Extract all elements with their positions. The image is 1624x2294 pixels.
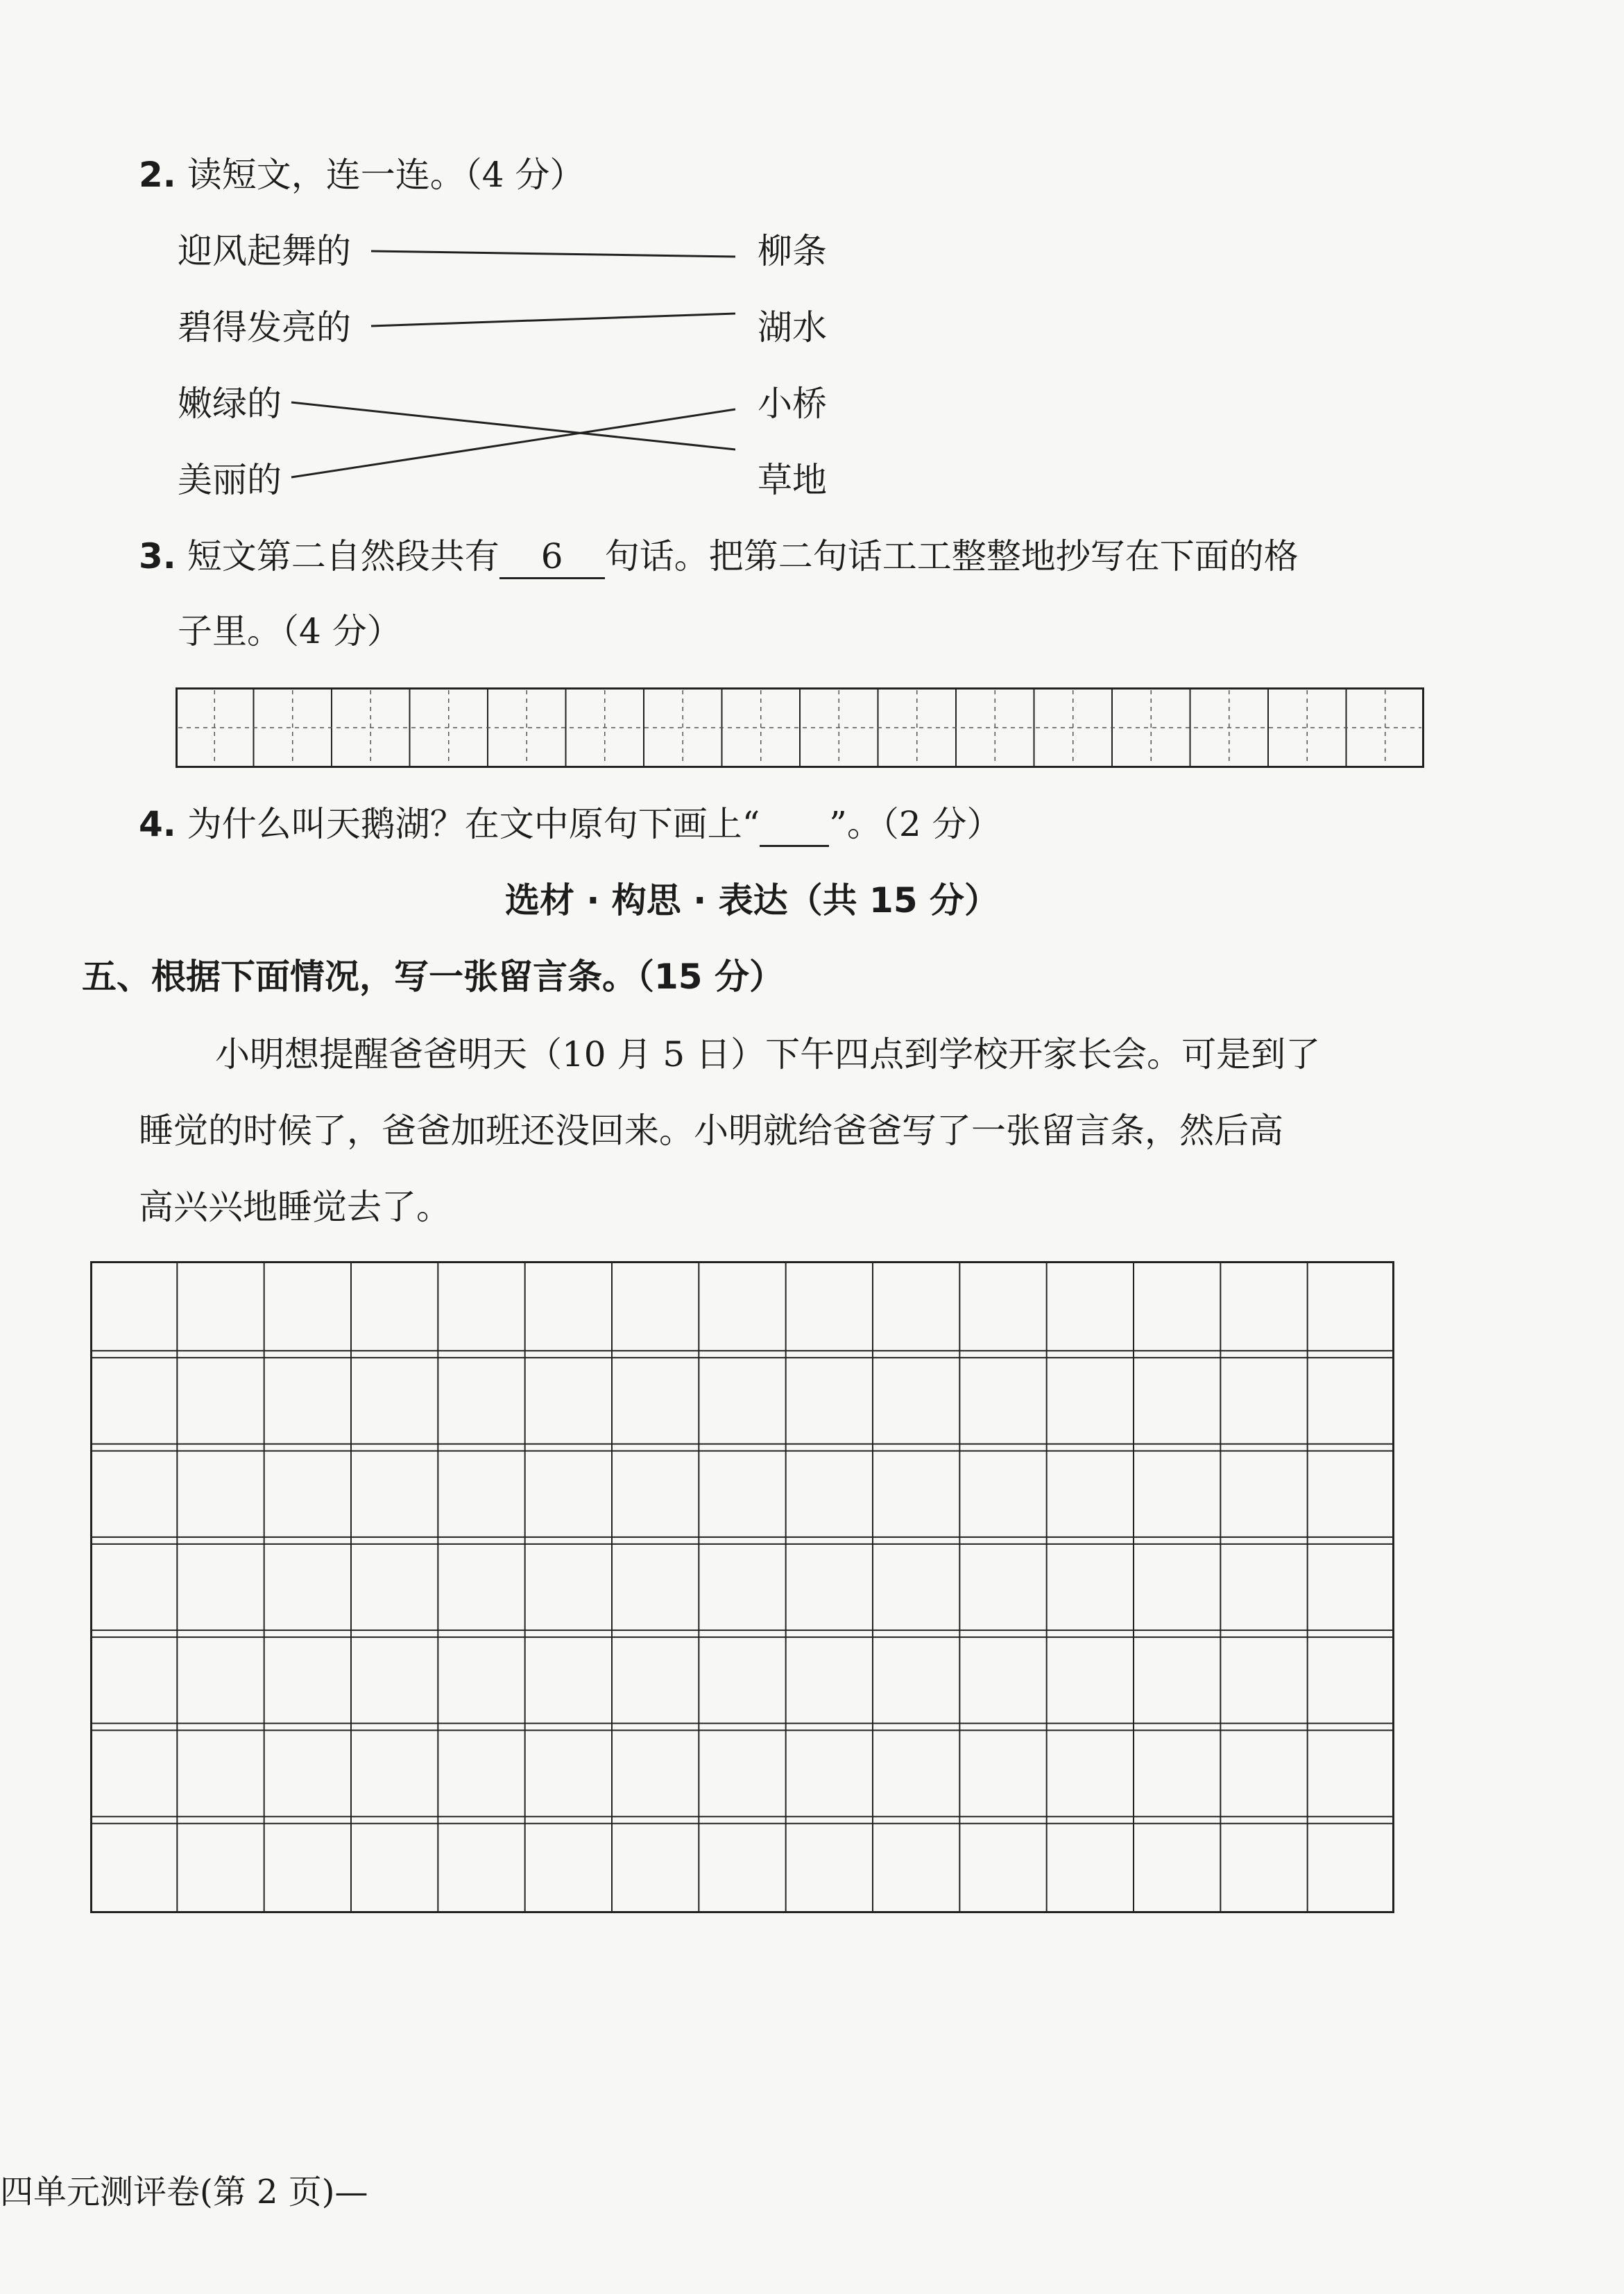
q5-paragraph-line-1: 小明想提醒爸爸明天（10 月 5 日）下午四点到学校开家长会。可是到了 (215, 1034, 1321, 1075)
q4-text-after: ”。（2 分） (829, 804, 1002, 844)
q5-writing-grid[interactable] (90, 1261, 1394, 1913)
q2-right-item-1[interactable]: 柳条 (758, 231, 827, 271)
q2-left-item-1[interactable]: 迎风起舞的 (178, 231, 351, 271)
q2-right-item-2[interactable]: 湖水 (758, 307, 827, 348)
q3-text-after: 句话。把第二句话工工整整地抄写在下面的格 (604, 536, 1299, 576)
q5-paragraph-line-2: 睡觉的时候了，爸爸加班还没回来。小明就给爸爸写了一张留言条，然后高 (139, 1111, 1283, 1151)
q3-answer: 6 (540, 536, 563, 576)
q2-line-4 (291, 409, 735, 477)
section-header: 选材 · 构思 · 表达（共 15 分） (505, 880, 1000, 921)
q3-text-before: 短文第二自然段共有 (187, 536, 499, 576)
q4-underline-blank[interactable] (760, 803, 829, 847)
q2-left-item-4[interactable]: 美丽的 (178, 460, 282, 500)
q2-line-1 (371, 251, 735, 257)
q3-number: 3. (139, 536, 176, 576)
page-footer: 四单元测评卷(第 2 页)— (0, 2173, 368, 2211)
q2-right-item-4[interactable]: 草地 (758, 460, 827, 500)
q5-heading: 五、根据下面情况，写一张留言条。（15 分） (82, 957, 784, 997)
q2-line-3 (291, 402, 735, 450)
q3-prompt (139, 536, 1299, 579)
q3-copy-grid[interactable] (176, 687, 1424, 768)
q2-prompt (139, 154, 584, 196)
q3-prompt-line2: 子里。（4 分） (178, 611, 402, 651)
q4-prompt (139, 803, 1002, 847)
q2-right-item-3[interactable]: 小桥 (758, 384, 827, 424)
q2-number: 2. (139, 155, 176, 195)
q4-number: 4. (139, 804, 176, 844)
q3-answer-blank[interactable] (499, 536, 605, 579)
q4-text-before: 为什么叫天鹅湖？在文中原句下画上“ (187, 804, 760, 844)
q2-left-item-2[interactable]: 碧得发亮的 (178, 307, 351, 348)
q2-left-item-3[interactable]: 嫩绿的 (178, 384, 282, 424)
q5-paragraph-line-3: 高兴兴地睡觉去了。 (139, 1187, 451, 1227)
q2-line-2 (371, 314, 735, 326)
q2-text: 读短文，连一连。（4 分） (187, 155, 585, 195)
